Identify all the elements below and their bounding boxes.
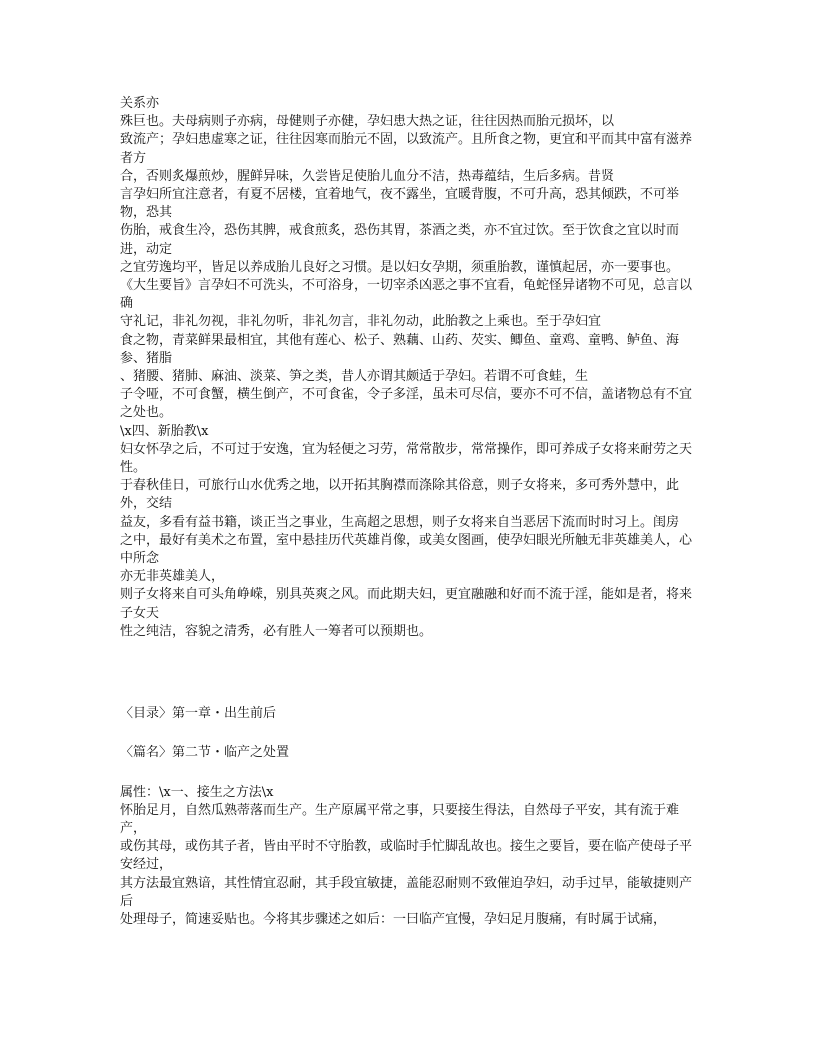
text-line: 关系亦 — [120, 96, 160, 111]
text-line: 处理母子，简速妥贴也。今将其步骤述之如后：一曰临产宜慢，孕妇足月腹痛，有时属于试痛， — [120, 911, 667, 927]
text-line: 守礼记，非礼勿视，非礼勿听，非礼勿言，非礼勿动，此胎教之上乘也。至于孕妇宜 — [120, 314, 602, 330]
text-line: 亦无非英雄美人， — [120, 569, 225, 585]
text-line: 《大生要旨》言孕妇不可洗头，不可浴身，一切宰杀凶恶之事不宜看，龟蛇怪异诸物不可见，总言以确 — [120, 278, 693, 312]
text-line: 致流产；孕妇患虚寒之证，往往因寒而胎元不固，以致流产。且所食之物，更宜和平而其中富有滋养者方 — [120, 132, 693, 166]
text-line: 食之物，青菜鲜果最相宜，其他有莲心、松子、熟藕、山药、芡实、鲫鱼、童鸡、童鸭、鲈鱼、海参、猪脂 — [120, 332, 680, 366]
text-line: 之中，最好有美术之布置，室中悬挂历代英雄肖像，或美女图画，使孕妇眼光所触无非英雄美人，心中所念 — [120, 532, 693, 567]
chapter-title-line: 〈篇名〉第二节・临产之处置 — [120, 745, 290, 761]
text-line: 妇女怀孕之后，不可过于安逸，宜为轻便之习劳，常常散步，常常操作，即可养成子女将来耐劳之天性。 — [120, 441, 693, 476]
text-line: 、猪腰、猪肺、麻油、淡菜、笋之类，昔人亦谓其颇适于孕妇。若谓不可食蛙，生 — [120, 369, 589, 385]
text-block-prenatal-education — [120, 95, 698, 641]
blank-space — [120, 763, 698, 784]
blank-space — [120, 723, 698, 744]
text-line: 怀胎足月，自然瓜熟蒂落而生产。生产原属平常之事，只要接生得法，自然母子平安，其有流于难产， — [120, 802, 680, 836]
text-line: 则子女将来自可头角峥嵘，别具英爽之风。而此期夫妇，更宜融融和好而不流于淫，能如是者，将来子女天 — [120, 587, 693, 621]
text-line: 合，否则炙爆煎炒，腥鲜异味，久尝皆足使胎儿血分不洁，热毒蕴结，生后多病。昔贤 — [120, 168, 615, 184]
catalog-line: 〈目录〉第一章・出生前后 — [120, 706, 277, 722]
attribute-line: 属性：\x一、接生之方法\x — [120, 784, 274, 800]
text-line: 言孕妇所宜注意者，有夏不居楼，宜着地气，夜不露坐，宜暖背腹，不可升高，恐其倾跌，不可举物，恐其 — [120, 187, 680, 221]
document-page — [120, 95, 698, 929]
section-heading: \x四、新胎教\x — [120, 423, 209, 439]
text-line: 伤胎，戒食生冷，恐伤其脾，戒食煎炙，恐伤其胃，茶酒之类，亦不宜过饮。至于饮食之宜以时而进，动定 — [120, 223, 680, 257]
text-line: 子令哑，不可食蟹，横生倒产，不可食雀，令子多淫，虽未可尽信，要亦不可不信，盖诸物总有不宜之处也。 — [120, 387, 693, 421]
text-block-delivery — [120, 784, 698, 930]
blank-space — [120, 641, 698, 705]
text-line: 于春秋佳日，可旅行山水优秀之地，以开拓其胸襟而涤除其俗意，则子女将来，多可秀外慧中，此外，交结 — [120, 478, 680, 512]
text-line: 益友，多看有益书籍，谈正当之事业，生高超之思想，则子女将来自当恶居下流而时时习上。闺房 — [120, 514, 680, 530]
text-line: 其方法最宜熟谙，其性情宜忍耐，其手段宜敏捷，盖能忍耐则不致催迫孕妇，动手过早，能敏捷则产后 — [120, 875, 693, 909]
text-line: 性之纯洁，容貌之清秀，必有胜人一筹者可以预期也。 — [120, 623, 433, 639]
text-line: 之宜劳逸均平，皆足以养成胎儿良好之习惯。是以妇女孕期，须重胎教，谨慎起居，亦一要事也。 — [120, 259, 680, 275]
text-line: 或伤其母，或伤其子者，皆由平时不守胎教，或临时手忙脚乱故也。接生之要旨，要在临产使母子平安经过， — [120, 839, 693, 873]
text-line: 殊巨也。夫母病则子亦病，母健则子亦健，孕妇患大热之证，往往因热而胎元损坏，以 — [120, 114, 615, 130]
